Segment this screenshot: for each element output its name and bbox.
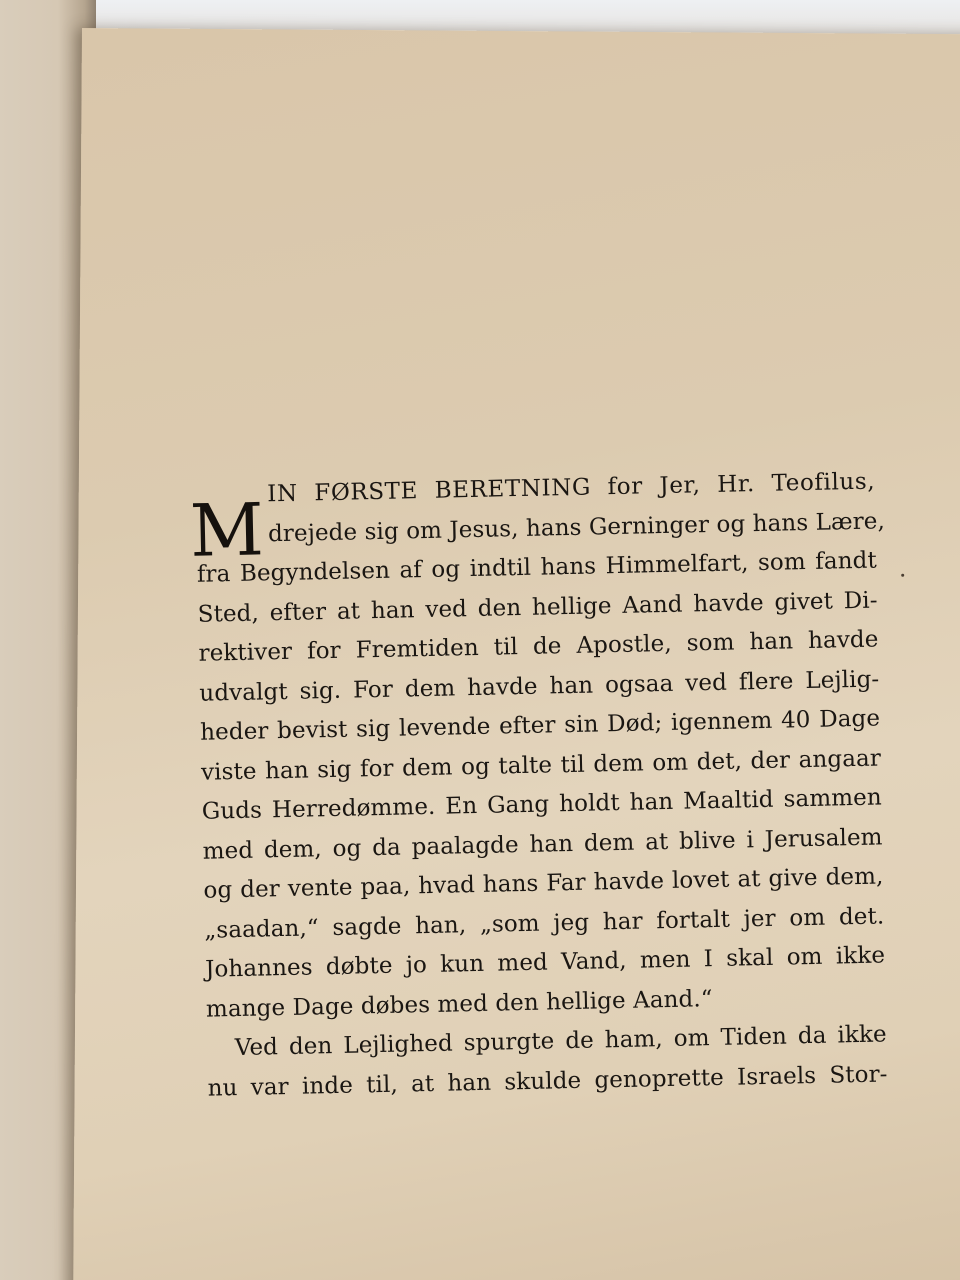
drop-cap: M: [189, 487, 265, 573]
text-line-8: viste han sig for dem og talte til dem om det, der angaar: [200, 744, 882, 786]
text-line-16: nu var inde til, at han skulde genoprette Israels Stor-: [207, 1060, 888, 1102]
text-line-13: Johannes døbte jo kun med Vand, men I skal om ikke: [204, 942, 886, 983]
body-text: [189, 463, 888, 1109]
text-line-6: udvalgt sig. For dem havde han ogsaa ved flere Lejlig-: [199, 666, 880, 707]
text-line-4: Sted, efter at han ved den hellige Aand havde givet Di-: [197, 587, 878, 628]
text-line-15: Ved den Lejlighed spurgte de ham, om Tiden da ikke: [234, 1021, 887, 1062]
text-line-11: og der vente paa, hvad hans Far havde lovet at give dem,: [203, 863, 884, 904]
text-line-14: mange Dage døbes med den hellige Aand.“: [205, 985, 713, 1023]
book-page: [73, 28, 960, 1280]
paper-speck: [901, 574, 904, 577]
text-line-3: fra Begyndelsen af og indtil hans Himmelfart, som fandt: [196, 547, 878, 588]
text-line-5: rektiver for Fremtiden til de Apostle, som han havde: [198, 626, 879, 667]
text-line-2: drejede sig om Jesus, hans Gerninger og hans Lære,: [267, 507, 886, 547]
text-line-10: med dem, og da paalagde han dem at blive i Jerusalem: [202, 823, 883, 865]
text-line-9: Guds Herredømme. En Gang holdt han Maaltid sammen: [201, 784, 883, 825]
text-line-1: IN FØRSTE BERETNING for Jer, Hr. Teofilus,: [266, 468, 876, 508]
text-line-12: „saadan,“ sagde han, „som jeg har fortalt jer om det.: [204, 902, 885, 944]
text-line-7: heder bevist sig levende efter sin Død; igennem 40 Dage: [199, 705, 881, 746]
